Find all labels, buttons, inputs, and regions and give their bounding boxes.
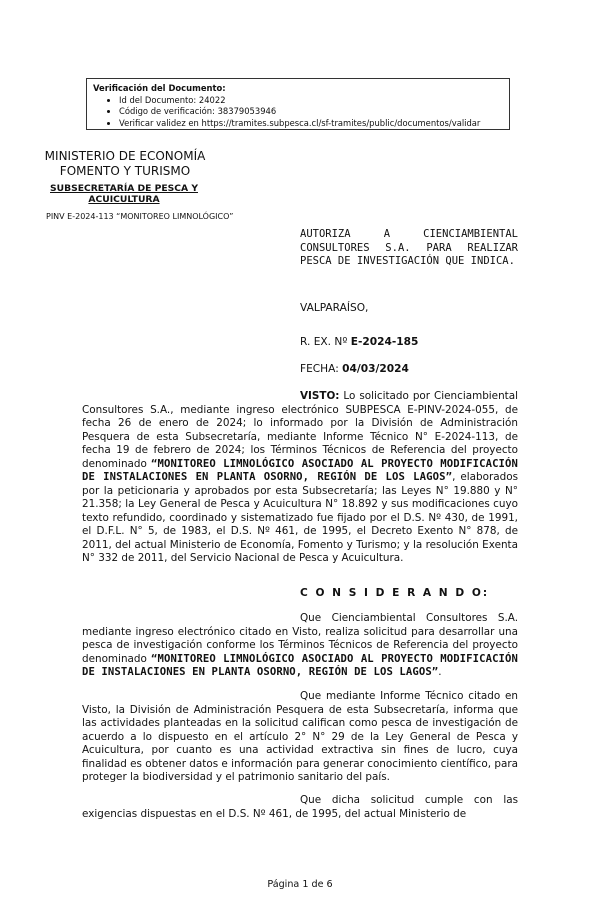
- p1-text: Que Cienciambiental Consultores S.A. mediante ingreso electrónico citado en Visto, realiza solicitud para desarrollar una pesca de investigación conforme los Términos Técnicos de Referencia del proyecto denominado: [82, 612, 518, 665]
- rex-label: R. EX. Nº: [300, 336, 348, 348]
- p3-text: Que dicha solicitud cumple con las exigencias dispuestas en el D.S. Nº 461, de 1995, del actual Ministerio de: [82, 794, 518, 820]
- visto-text-2: , elaborados por la peticionaria y aprobados por esta Subsecretaría; las Leyes N° 19.880 y N° 21.358; la Ley General de Pesca y Acuicultura N° 18.892 y sus modificaciones cuyo texto refundido, coordinado y sistematizado fue fijado por el D.S. Nº 430, de 1991, el D.F.L. N° 5, de 1983, el D.S. Nº 461, de 1995, el Decreto Exento N° 878, de 2011, del actual Ministerio de Economía, Fomento y Turismo; y la resolución Exenta N° 332 de 2011, del Servicio Nacional de Pesca y Acuicultura.: [82, 471, 518, 564]
- place: VALPARAÍSO,: [300, 302, 369, 314]
- considerando-paragraph-2: [82, 690, 518, 785]
- p1-end: .: [438, 666, 442, 678]
- verification-list: [93, 95, 509, 130]
- visto-text-1: Lo solicitado por Cienciambiental Consultores S.A., mediante ingreso electrónico SUBPESCA E-PINV-2024-055, de fecha 26 de enero de 2024; lo informado por la División de Administración Pesquera de esta Subsecretaría, mediante Informe Técnico N° E-2024-113, de fecha 19 de febrero de 2024; los Términos Técnicos de Referencia del proyecto denominado: [82, 390, 518, 470]
- p1-project-name: “MONITOREO LIMNOLÓGICO ASOCIADO AL PROYECTO MODIFICACIÓN DE INSTALACIONES EN PLANTA OSORNO, REGIÓN DE LOS LAGOS”: [82, 652, 518, 678]
- rex-number: E-2024-185: [350, 336, 419, 348]
- ministry-line-2: FOMENTO Y TURISMO: [59, 164, 191, 178]
- date-value: 04/03/2024: [342, 363, 409, 375]
- ministry-line-1: MINISTERIO DE ECONOMÍA: [44, 149, 206, 163]
- pinv-reference: PINV E-2024-113 “MONITOREO LIMNOLÓGICO”: [46, 212, 234, 221]
- considerando-paragraph-3: [82, 794, 518, 821]
- considerando-paragraph-1: [82, 612, 518, 680]
- verification-box: [86, 78, 510, 130]
- resolution-summary: AUTORIZA A CIENCIAMBIENTAL CONSULTORES S.A. PARA REALIZAR PESCA DE INVESTIGACIÓN QUE INDICA.: [300, 228, 518, 267]
- p2-text: Que mediante Informe Técnico citado en Visto, la División de Administración Pesquera de esta Subsecretaría, informa que las actividades planteadas en la solicitud califican como pesca de investigación de acuerdo a lo dispuesto en el artículo 2° N° 29 de la Ley General de Pesca y Acuicultura, por cuanto es una actividad extractiva sin fines de lucro, cuya finalidad es obtener datos e información para generar conocimiento científico, para proteger la biodiversidad y el patrimonio sanitario del país.: [82, 690, 518, 783]
- page-number: Página 1 de 6: [267, 879, 333, 890]
- verification-title: Verificación del Documento:: [93, 83, 226, 93]
- visto-paragraph: [82, 390, 518, 566]
- visto-project-name: “MONITOREO LIMNOLÓGICO ASOCIADO AL PROYECTO MODIFICACIÓN DE INSTALACIONES EN PLANTA OSORNO, REGIÓN DE LOS LAGOS”: [82, 457, 518, 483]
- considerando-title: C O N S I D E R A N D O:: [300, 587, 490, 599]
- verification-code: • Código de verificación: 38379053946: [119, 106, 509, 118]
- visto-label: VISTO:: [300, 390, 340, 402]
- verification-url[interactable]: • Verificar validez en https://tramites.subpesca.cl/sf-tramites/public/documentos/validar: [119, 118, 509, 130]
- resolution-number: [300, 336, 418, 348]
- resolution-date: [300, 363, 409, 375]
- document-id: • Id del Documento: 24022: [119, 95, 509, 107]
- date-label: FECHA:: [300, 363, 339, 375]
- subsecretaria-title: SUBSECRETARÍA DE PESCA Y ACUICULTURA: [50, 183, 198, 205]
